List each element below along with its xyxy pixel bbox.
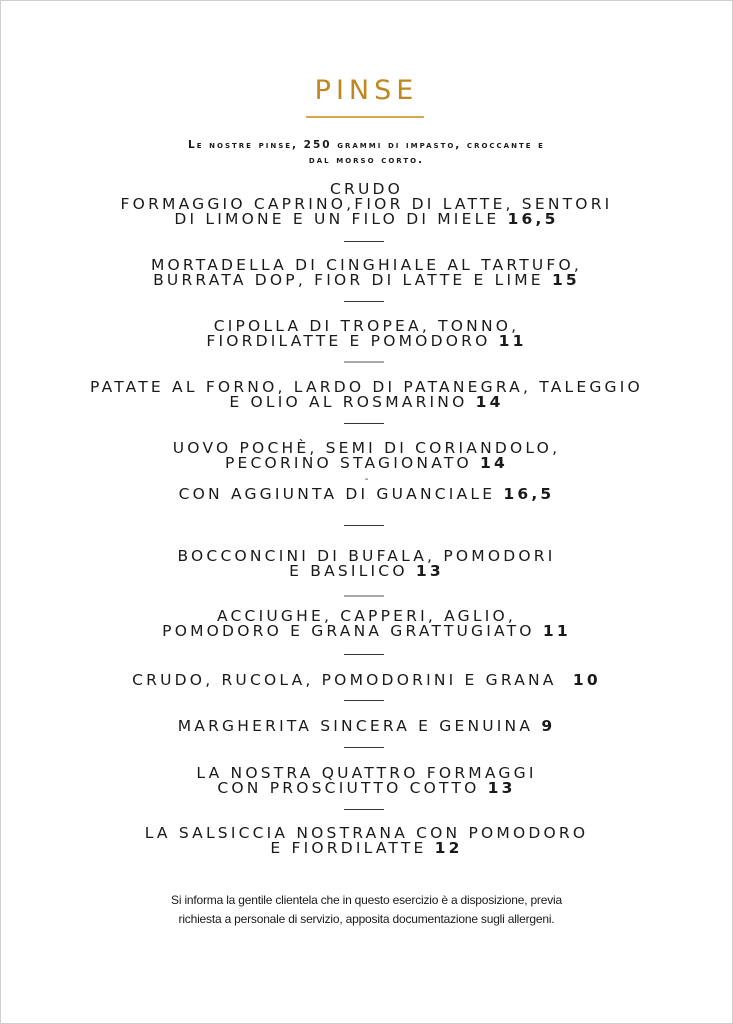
item-line: PATATE AL FORNO, LARDO DI PATANEGRA, TALEGGIO xyxy=(90,378,643,396)
divider xyxy=(344,654,384,655)
item-price: 16,5 xyxy=(507,210,559,228)
footer-line-2: richiesta a personale di servizio, apposita documentazione sugli allergeni. xyxy=(178,912,555,926)
item-price: 14 xyxy=(475,393,504,411)
item-price: 10 xyxy=(572,671,601,689)
item-price: 13 xyxy=(415,562,444,580)
item-price: 12 xyxy=(434,839,463,857)
allergen-notice xyxy=(61,891,672,929)
item-price: 11 xyxy=(498,332,527,350)
menu-item xyxy=(21,182,712,227)
item-line: E BASILICO xyxy=(289,562,408,580)
item-price: 16,5 xyxy=(503,485,555,503)
item-price: 13 xyxy=(487,779,516,797)
item-line: MORTADELLA DI CINGHIALE AL TARTUFO, xyxy=(150,256,583,274)
item-line: MARGHERITA SINCERA E GENUINA xyxy=(177,717,534,735)
footer-line-1: Si informa la gentile clientela che in questo esercizio è a disposizione, previa xyxy=(171,893,562,907)
menu-item xyxy=(21,319,712,349)
item-line: LA SALSICCIA NOSTRANA CON POMODORO xyxy=(144,824,589,842)
menu-intro xyxy=(101,138,632,168)
title-underline xyxy=(306,116,424,118)
item-line: FORMAGGIO CAPRINO,FIOR DI LATTE, SENTORI xyxy=(120,195,613,213)
divider xyxy=(344,700,384,701)
item-line: PECORINO STAGIONATO xyxy=(224,454,472,472)
item-line: CON AGGIUNTA DI GUANCIALE xyxy=(178,485,496,503)
menu-item xyxy=(21,766,712,796)
item-line: CON PROSCIUTTO COTTO xyxy=(217,779,480,797)
item-line: FIORDILATTE E POMODORO xyxy=(206,332,491,350)
item-line: DI LIMONE E UN FILO DI MIELE xyxy=(174,210,500,228)
divider xyxy=(344,809,384,810)
menu-item xyxy=(21,609,712,639)
item-price: 15 xyxy=(551,271,580,289)
item-line: CRUDO, RUCOLA, POMODORINI E GRANA xyxy=(132,671,557,689)
menu-item xyxy=(21,673,712,688)
menu-item xyxy=(21,258,712,288)
item-line: BOCCONCINI DI BUFALA, POMODORI xyxy=(177,547,556,565)
item-line: ACCIUGHE, CAPPERI, AGLIO, xyxy=(217,607,516,625)
menu-item xyxy=(21,380,712,410)
divider xyxy=(344,241,384,242)
item-line: CRUDO xyxy=(329,180,404,198)
menu-item xyxy=(21,441,712,471)
item-line: CIPOLLA DI TROPEA, TONNO, xyxy=(213,317,520,335)
menu-item xyxy=(21,719,712,734)
divider xyxy=(344,361,384,363)
item-line: E FIORDILATTE xyxy=(270,839,427,857)
menu-item xyxy=(21,549,712,579)
item-price: 11 xyxy=(542,622,571,640)
item-line: UOVO POCHÈ, SEMI DI CORIANDOLO, xyxy=(172,439,561,457)
divider xyxy=(344,301,384,302)
divider xyxy=(344,423,384,424)
intro-line-2: dal morso corto. xyxy=(308,154,425,166)
item-price: 14 xyxy=(480,454,509,472)
item-dash: - xyxy=(364,474,369,485)
menu-item xyxy=(21,826,712,856)
intro-line-1: Le nostre pinse, 250 grammi di impasto, croccante e xyxy=(188,139,545,151)
divider xyxy=(344,525,384,526)
menu-title: PINSE xyxy=(314,75,419,106)
item-price: 9 xyxy=(541,717,556,735)
menu-item-addon xyxy=(21,487,712,502)
divider xyxy=(344,747,384,748)
item-line: POMODORO E GRANA GRATTUGIATO xyxy=(162,622,535,640)
item-line: E OLIO AL ROSMARINO xyxy=(229,393,468,411)
item-line: LA NOSTRA QUATTRO FORMAGGI xyxy=(196,764,537,782)
item-line: BURRATA DOP, FIOR DI LATTE E LIME xyxy=(153,271,544,289)
divider xyxy=(344,595,384,597)
